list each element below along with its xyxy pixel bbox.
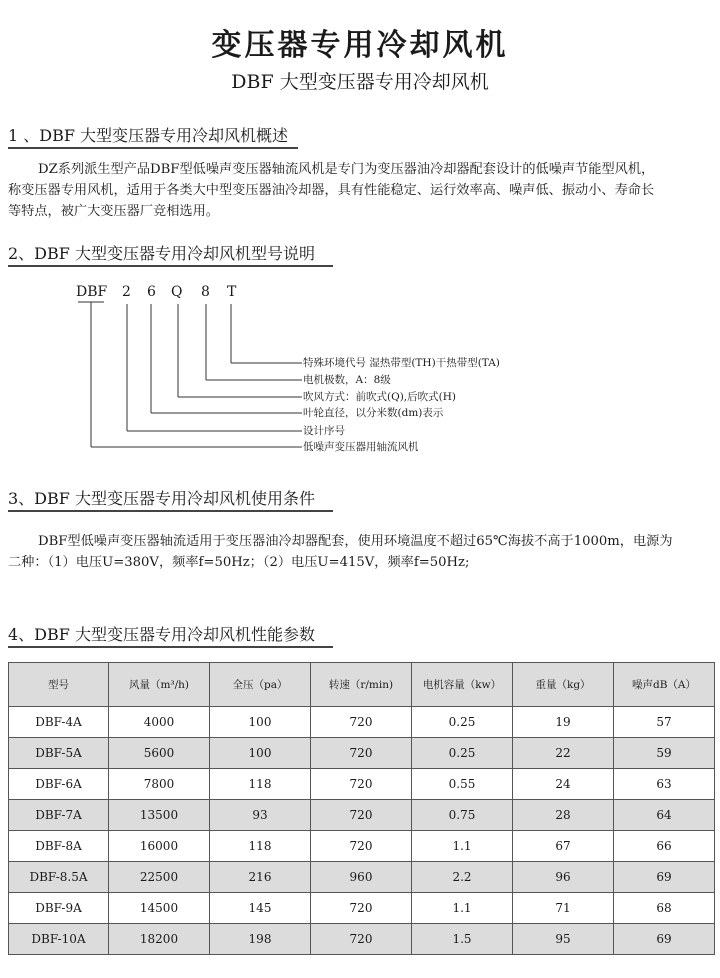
cell-speed: 960	[311, 862, 412, 893]
model-desc-blow: 吹风方式：前吹式(Q),后吹式(H)	[303, 391, 456, 403]
table-row	[9, 893, 715, 924]
cell-noise: 68	[614, 893, 715, 924]
cell-model: DBF-7A	[9, 800, 109, 831]
cell-speed: 720	[311, 769, 412, 800]
model-code-series: DBF	[76, 284, 108, 300]
cell-speed: 720	[311, 924, 412, 955]
cell-airflow: 18200	[109, 924, 210, 955]
cell-pressure: 100	[210, 707, 311, 738]
table-row	[9, 769, 715, 800]
conditions-line: 二种：（1）电压U=380V，频率f=50Hz；（2）电压U=415V，频率f=50Hz;	[8, 555, 470, 570]
header-motor: 电机容量（kw）	[412, 663, 513, 707]
cell-speed: 720	[311, 831, 412, 862]
cell-motor: 1.1	[412, 893, 513, 924]
cell-speed: 720	[311, 738, 412, 769]
cell-weight: 67	[513, 831, 614, 862]
cell-pressure: 118	[210, 769, 311, 800]
table-row	[9, 800, 715, 831]
cell-airflow: 5600	[109, 738, 210, 769]
model-code-poles: 8	[201, 284, 210, 300]
performance-table	[8, 662, 715, 955]
cell-model: DBF-6A	[9, 769, 109, 800]
header-speed: 转速（r/min)	[311, 663, 412, 707]
cell-speed: 720	[311, 800, 412, 831]
model-code-blow: Q	[171, 284, 183, 300]
cell-model: DBF-9A	[9, 893, 109, 924]
cell-model: DBF-5A	[9, 738, 109, 769]
cell-speed: 720	[311, 707, 412, 738]
cell-motor: 0.75	[412, 800, 513, 831]
cell-weight: 19	[513, 707, 614, 738]
header-model: 型号	[9, 663, 109, 707]
cell-noise: 69	[614, 924, 715, 955]
model-desc-serial: 设计序号	[303, 425, 345, 437]
table-row	[9, 831, 715, 862]
table-row	[9, 862, 715, 893]
header-pressure: 全压（pa）	[210, 663, 311, 707]
section-heading-overview: 1 、DBF 大型变压器专用冷却风机概述	[8, 126, 289, 145]
cell-pressure: 198	[210, 924, 311, 955]
cell-model: DBF-8A	[9, 831, 109, 862]
cell-model: DBF-10A	[9, 924, 109, 955]
table-header-row	[9, 663, 715, 707]
conditions-paragraph	[8, 531, 714, 573]
model-desc-diameter: 叶轮直径，以分米数(dm)表示	[303, 407, 444, 419]
cell-airflow: 14500	[109, 893, 210, 924]
cell-weight: 95	[513, 924, 614, 955]
model-desc-env: 特殊环境代号 湿热带型(TH)干热带型(TA)	[303, 357, 500, 369]
table-row	[9, 707, 715, 738]
cell-motor: 0.25	[412, 707, 513, 738]
header-noise: 噪声dB（A）	[614, 663, 715, 707]
cell-motor: 0.55	[412, 769, 513, 800]
cell-speed: 720	[311, 893, 412, 924]
overview-line: DZ系列派生型产品DBF型低噪声变压器轴流风机是专门为变压器油冷却器配套设计的低噪声节能型风机，	[38, 162, 655, 177]
model-code-serial: 2	[122, 284, 131, 300]
cell-noise: 66	[614, 831, 715, 862]
cell-pressure: 100	[210, 738, 311, 769]
cell-pressure: 216	[210, 862, 311, 893]
section-underline	[8, 646, 333, 648]
overview-line: 称变压器专用风机，适用于各类大中型变压器油冷却器，具有性能稳定、运行效率高、噪声低、振动小、寿命长	[8, 183, 655, 198]
conditions-line: DBF型低噪声变压器轴流适用于变压器油冷却器配套，使用环境温度不超过65℃海拔不高于1000m，电源为	[38, 534, 673, 549]
cell-weight: 96	[513, 862, 614, 893]
table-body	[9, 707, 715, 955]
cell-weight: 28	[513, 800, 614, 831]
cell-noise: 64	[614, 800, 715, 831]
cell-airflow: 7800	[109, 769, 210, 800]
model-code-env: T	[227, 284, 237, 300]
cell-model: DBF-4A	[9, 707, 109, 738]
header-airflow: 风量（m³/h)	[109, 663, 210, 707]
section-heading-model: 2、DBF 大型变压器专用冷却风机型号说明	[8, 244, 315, 263]
model-desc-series: 低噪声变压器用轴流风机	[303, 441, 419, 453]
cell-noise: 59	[614, 738, 715, 769]
cell-motor: 2.2	[412, 862, 513, 893]
cell-motor: 1.5	[412, 924, 513, 955]
cell-motor: 0.25	[412, 738, 513, 769]
cell-airflow: 13500	[109, 800, 210, 831]
cell-noise: 63	[614, 769, 715, 800]
cell-noise: 69	[614, 862, 715, 893]
cell-pressure: 118	[210, 831, 311, 862]
section-heading-conditions: 3、DBF 大型变压器专用冷却风机使用条件	[8, 489, 315, 508]
cell-airflow: 22500	[109, 862, 210, 893]
model-code-diameter: 6	[147, 284, 156, 300]
model-desc-poles: 电机极数，A：8级	[303, 374, 391, 386]
header-weight: 重量（kg）	[513, 663, 614, 707]
table-row	[9, 738, 715, 769]
section-underline	[8, 510, 333, 512]
cell-weight: 24	[513, 769, 614, 800]
cell-motor: 1.1	[412, 831, 513, 862]
cell-model: DBF-8.5A	[9, 862, 109, 893]
cell-airflow: 4000	[109, 707, 210, 738]
cell-pressure: 145	[210, 893, 311, 924]
overview-line: 等特点，被广大变压器厂竞相选用。	[8, 204, 219, 219]
cell-pressure: 93	[210, 800, 311, 831]
cell-weight: 22	[513, 738, 614, 769]
cell-noise: 57	[614, 707, 715, 738]
cell-weight: 71	[513, 893, 614, 924]
cell-airflow: 16000	[109, 831, 210, 862]
section-heading-performance: 4、DBF 大型变压器专用冷却风机性能参数	[8, 625, 315, 644]
page-title: 变压器专用冷却风机	[211, 28, 509, 63]
page-subtitle: DBF 大型变压器专用冷却风机	[231, 71, 489, 93]
table-row	[9, 924, 715, 955]
